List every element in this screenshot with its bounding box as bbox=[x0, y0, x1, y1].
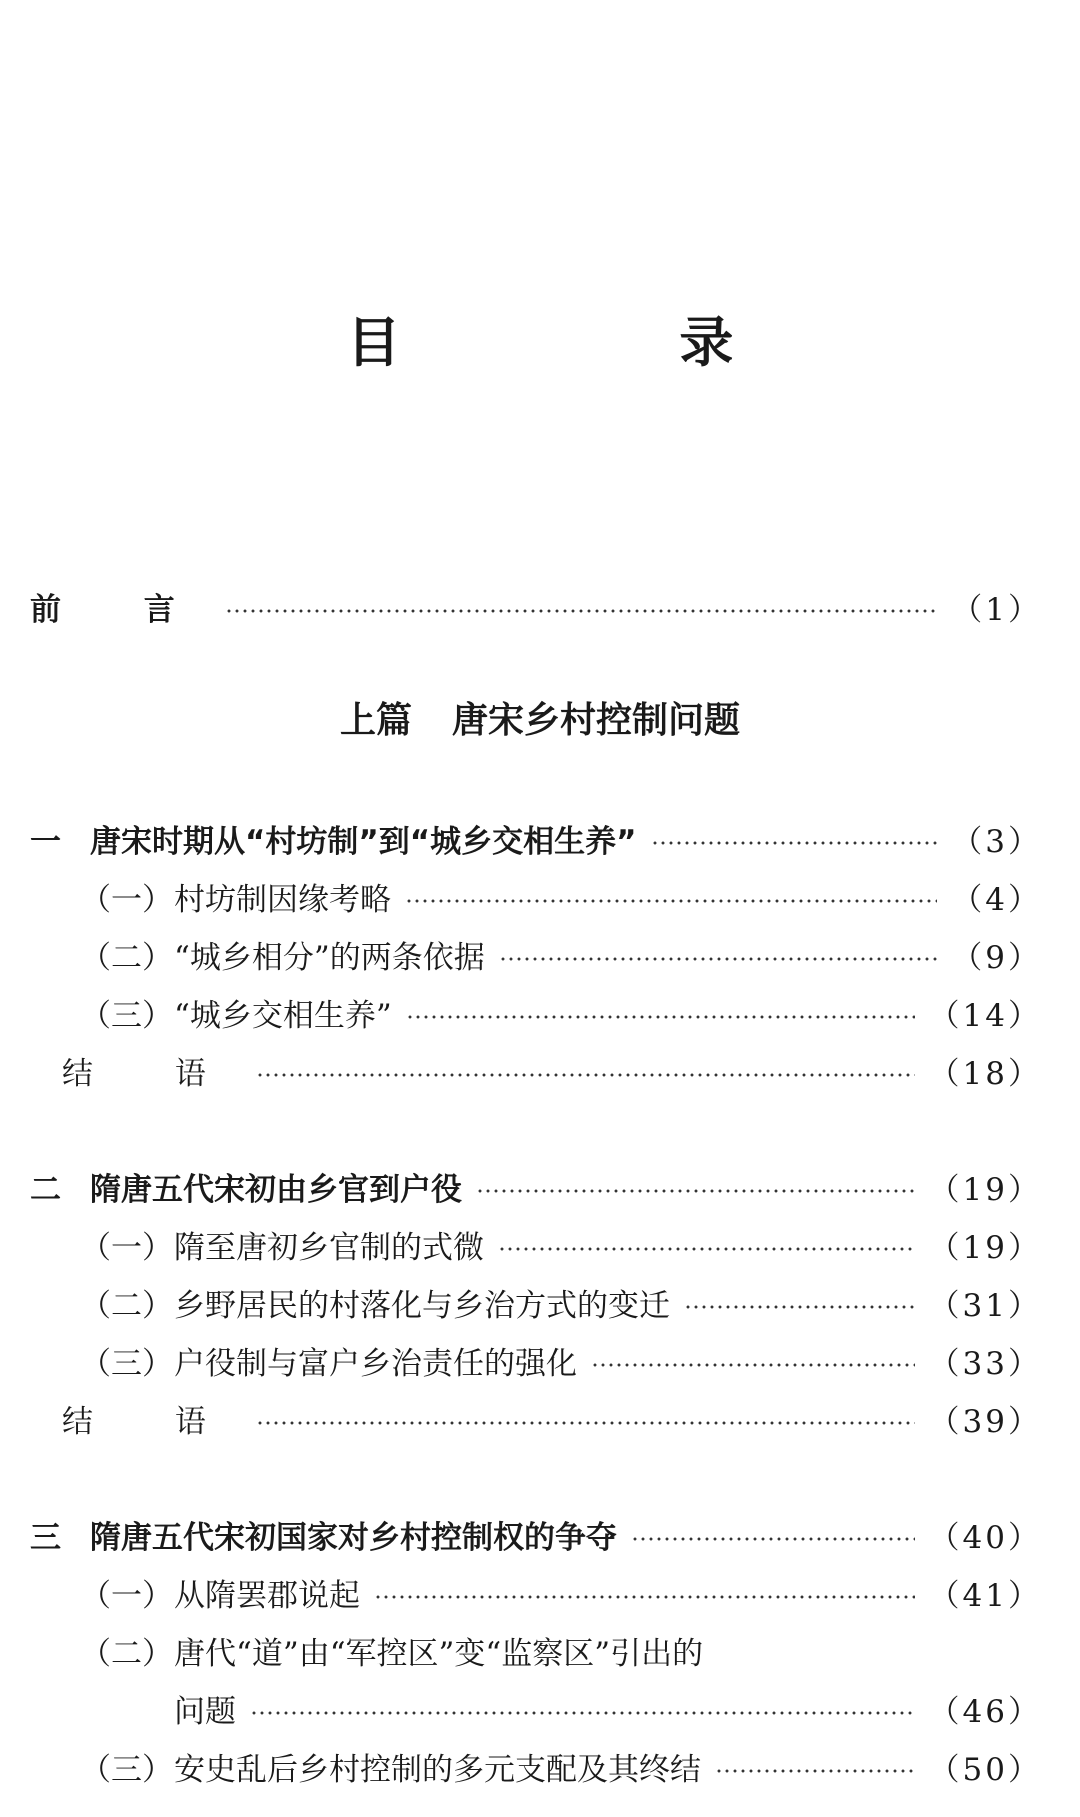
entry-title: 结 语 bbox=[62, 1403, 242, 1440]
toc-entry-conclusion[interactable] bbox=[62, 1395, 1042, 1441]
part-title: 唐宋乡村控制问题 bbox=[452, 700, 741, 741]
toc-entry-chapter[interactable] bbox=[30, 1511, 1042, 1557]
toc-entry-section[interactable] bbox=[80, 1743, 1042, 1789]
dot-leader bbox=[476, 1189, 915, 1193]
toc-entry-section[interactable] bbox=[80, 989, 1042, 1035]
dot-leader bbox=[499, 957, 938, 961]
page-number: （33） bbox=[928, 1345, 1042, 1382]
section-number: （二） bbox=[80, 1635, 173, 1672]
section-number: （一） bbox=[80, 1229, 173, 1266]
section-number: （三） bbox=[80, 1345, 173, 1382]
chapter-number: 一 bbox=[30, 823, 61, 860]
page-number: （41） bbox=[928, 1577, 1042, 1614]
toc-entry-section[interactable] bbox=[80, 1569, 1042, 1615]
page-number: （4） bbox=[951, 881, 1042, 918]
dot-leader bbox=[225, 609, 937, 613]
toc-entry-section[interactable] bbox=[80, 1627, 1042, 1673]
entry-title: 安史乱后乡村控制的多元支配及其终结 bbox=[174, 1751, 701, 1788]
page-number: （19） bbox=[928, 1229, 1042, 1266]
dot-leader bbox=[631, 1537, 915, 1541]
section-number: （二） bbox=[80, 939, 173, 976]
page-number: （40） bbox=[928, 1519, 1042, 1556]
dot-leader bbox=[256, 1073, 915, 1077]
entry-title: “城乡交相生养” bbox=[174, 997, 392, 1034]
entry-title: 乡野居民的村落化与乡治方式的变迁 bbox=[174, 1287, 670, 1324]
dot-leader bbox=[256, 1421, 915, 1425]
part-heading bbox=[0, 692, 1080, 743]
dot-leader bbox=[405, 899, 937, 903]
toc-entry-preface[interactable] bbox=[30, 583, 1042, 629]
page-number: （3） bbox=[951, 823, 1042, 860]
entry-title: 前 言 bbox=[30, 591, 211, 628]
toc-entry-section-continued[interactable] bbox=[174, 1685, 1042, 1731]
dot-leader bbox=[684, 1305, 915, 1309]
page-number: （1） bbox=[951, 591, 1042, 628]
entry-title: 唐宋时期从“村坊制”到“城乡交相生养” bbox=[90, 823, 637, 860]
dot-leader bbox=[250, 1711, 915, 1715]
entry-title: 隋至唐初乡官制的式微 bbox=[174, 1229, 484, 1266]
page-number: （39） bbox=[928, 1403, 1042, 1440]
page-number: （50） bbox=[928, 1751, 1042, 1788]
toc-entry-section[interactable] bbox=[80, 1337, 1042, 1383]
section-number: （二） bbox=[80, 1287, 173, 1324]
chapter-number: 三 bbox=[30, 1519, 61, 1556]
chapter-number: 二 bbox=[30, 1171, 61, 1208]
entry-title: 唐代“道”由“军控区”变“监察区”引出的 bbox=[174, 1635, 704, 1672]
section-number: （三） bbox=[80, 1751, 173, 1788]
dot-leader bbox=[374, 1595, 915, 1599]
section-number: （一） bbox=[80, 881, 173, 918]
page-number: （19） bbox=[928, 1171, 1042, 1208]
page-number: （46） bbox=[928, 1693, 1042, 1730]
toc-entry-section[interactable] bbox=[80, 1221, 1042, 1267]
page-number: （14） bbox=[928, 997, 1042, 1034]
entry-title: 结 语 bbox=[62, 1055, 242, 1092]
page-number: （18） bbox=[928, 1055, 1042, 1092]
dot-leader bbox=[406, 1015, 915, 1019]
section-number: （三） bbox=[80, 997, 173, 1034]
toc-entry-conclusion[interactable] bbox=[62, 1047, 1042, 1093]
dot-leader bbox=[591, 1363, 915, 1367]
section-number: （一） bbox=[80, 1577, 173, 1614]
toc-entry-chapter[interactable] bbox=[30, 815, 1042, 861]
dot-leader bbox=[715, 1769, 915, 1773]
entry-title: 隋唐五代宋初国家对乡村控制权的争夺 bbox=[90, 1519, 617, 1556]
part-label: 上篇 bbox=[339, 700, 412, 741]
entry-title-continued: 问题 bbox=[174, 1693, 236, 1730]
page-title: 目 录 bbox=[346, 311, 864, 374]
page-number: （9） bbox=[951, 939, 1042, 976]
entry-title: 户役制与富户乡治责任的强化 bbox=[174, 1345, 577, 1382]
entry-title: 从隋罢郡说起 bbox=[174, 1577, 360, 1614]
toc-entry-chapter[interactable] bbox=[30, 1163, 1042, 1209]
toc-entry-section[interactable] bbox=[80, 931, 1042, 977]
entry-title: “城乡相分”的两条依据 bbox=[174, 939, 485, 976]
dot-leader bbox=[651, 841, 938, 845]
dot-leader bbox=[498, 1247, 915, 1251]
page-number: （31） bbox=[928, 1287, 1042, 1324]
toc-entry-section[interactable] bbox=[80, 1279, 1042, 1325]
entry-title: 村坊制因缘考略 bbox=[174, 881, 391, 918]
entry-title: 隋唐五代宋初由乡官到户役 bbox=[90, 1171, 462, 1208]
toc-entry-section[interactable] bbox=[80, 873, 1042, 919]
